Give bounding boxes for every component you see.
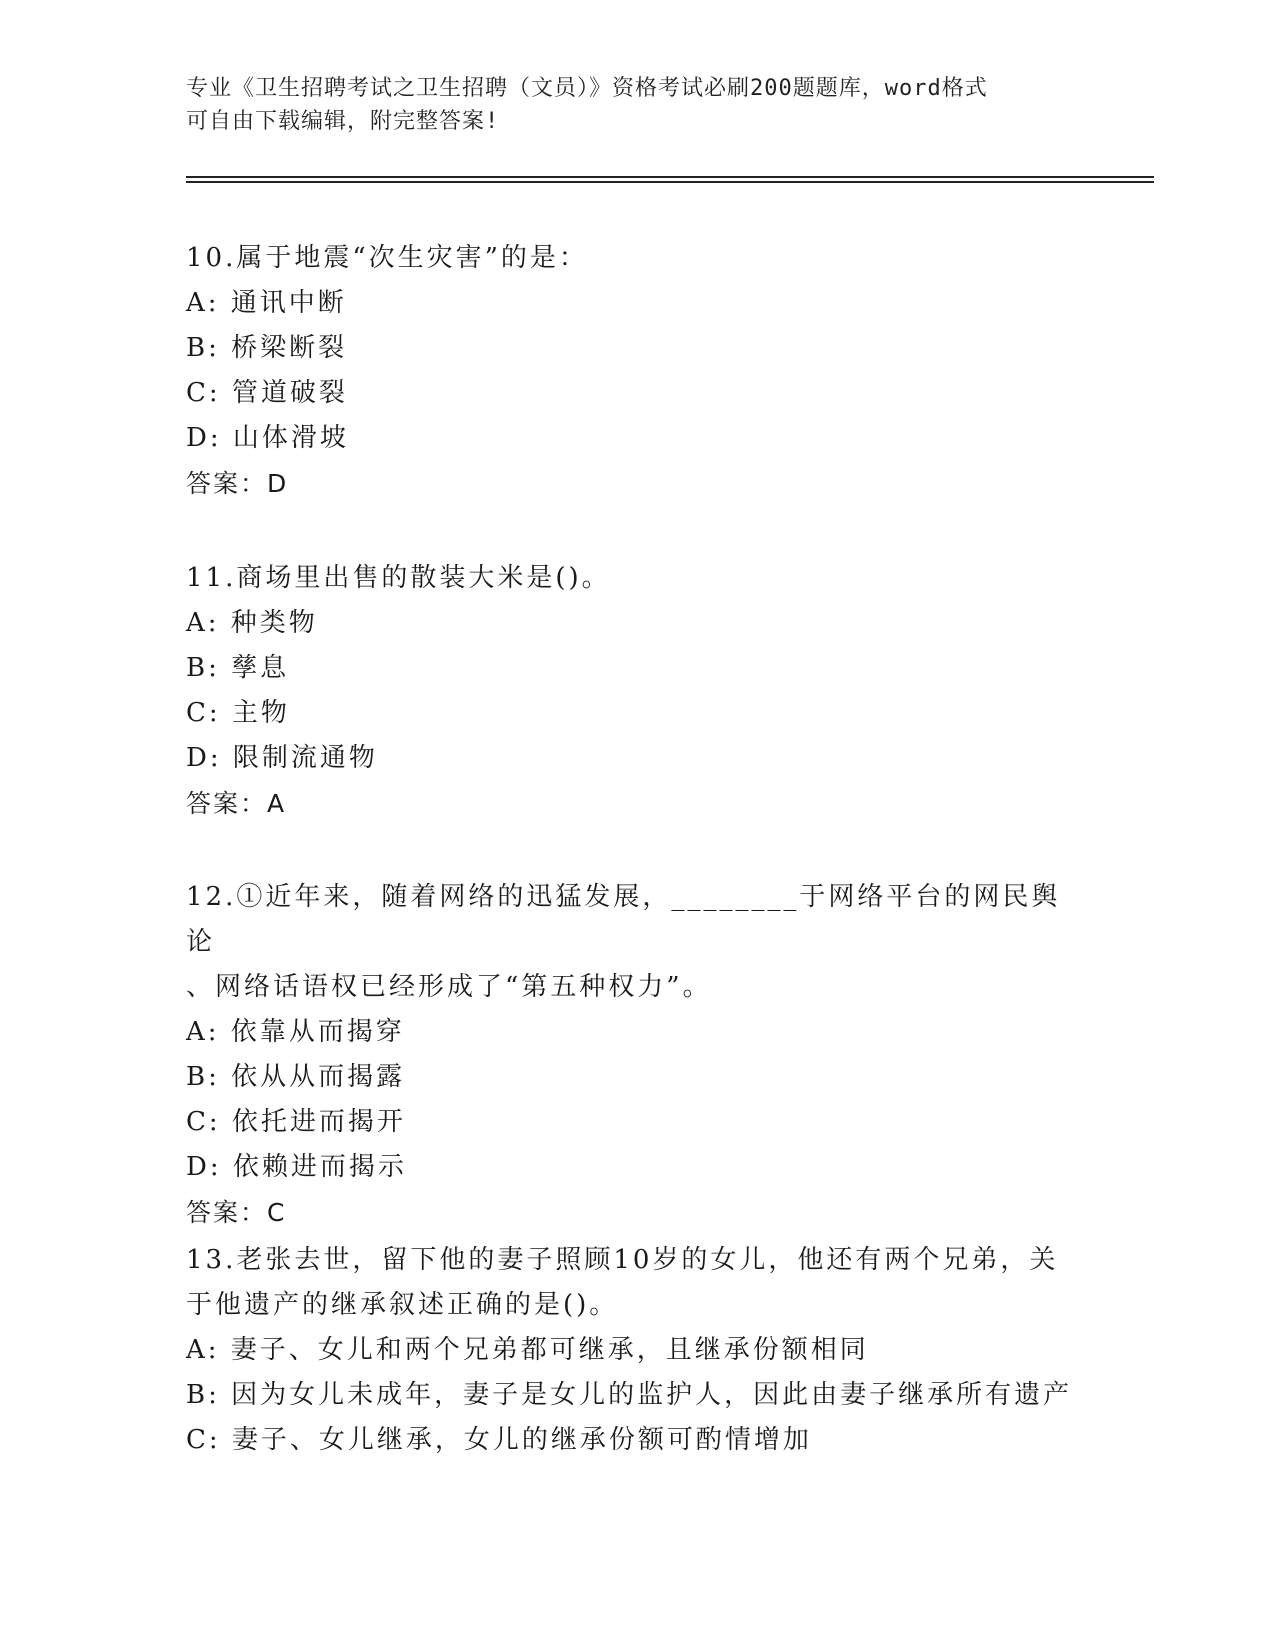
header-divider-top bbox=[186, 176, 1154, 178]
option-c: C: 依托进而揭开 bbox=[186, 1107, 406, 1137]
option-d: D: 山体滑坡 bbox=[186, 423, 349, 453]
option-a: A: 通讯中断 bbox=[186, 288, 347, 318]
answer: 答案：D bbox=[186, 469, 289, 498]
option-a: A: 依靠从而揭穿 bbox=[186, 1017, 405, 1047]
question-stem-line-1: 13.老张去世，留下他的妻子照顾10岁的女儿，他还有两个兄弟，关 bbox=[186, 1245, 1059, 1275]
question-stem-line-2: 、网络话语权已经形成了“第五种权力”。 bbox=[186, 972, 712, 1002]
option-a: A: 种类物 bbox=[186, 608, 318, 638]
document-header bbox=[186, 72, 1086, 138]
header-line-2: 可自由下载编辑，附完整答案! bbox=[186, 109, 500, 134]
header-divider-bottom bbox=[186, 181, 1154, 183]
option-d: D: 依赖进而揭示 bbox=[186, 1152, 407, 1182]
option-b: B: 桥梁断裂 bbox=[186, 333, 348, 363]
question-10 bbox=[186, 236, 1086, 506]
question-stem-line-1: 12.①近年来，随着网络的迅猛发展，________于网络平台的网民舆论 bbox=[186, 882, 1061, 957]
option-a: A: 妻子、女儿和两个兄弟都可继承，且继承份额相同 bbox=[186, 1335, 869, 1365]
option-c: C: 主物 bbox=[186, 698, 290, 728]
option-b: B: 孳息 bbox=[186, 653, 290, 683]
answer: 答案：C bbox=[186, 1198, 287, 1227]
option-b: B: 因为女儿未成年，妻子是女儿的监护人，因此由妻子继承所有遗产 bbox=[186, 1380, 1073, 1410]
question-stem: 11.商场里出售的散装大米是()。 bbox=[186, 563, 611, 593]
option-b: B: 依从从而揭露 bbox=[186, 1062, 406, 1092]
option-c: C: 妻子、女儿继承，女儿的继承份额可酌情增加 bbox=[186, 1425, 812, 1455]
option-c: C: 管道破裂 bbox=[186, 378, 348, 408]
answer: 答案：A bbox=[186, 789, 287, 818]
option-d: D: 限制流通物 bbox=[186, 743, 378, 773]
header-line-1: 专业《卫生招聘考试之卫生招聘（文员）》资格考试必刷200题题库，word格式 bbox=[186, 76, 988, 101]
question-12 bbox=[186, 875, 1086, 1235]
question-stem-line-2: 于他遗产的继承叙述正确的是()。 bbox=[186, 1290, 619, 1320]
question-stem: 10.属于地震“次生灾害”的是： bbox=[186, 243, 588, 273]
question-11 bbox=[186, 556, 1086, 826]
question-13 bbox=[186, 1238, 1086, 1463]
